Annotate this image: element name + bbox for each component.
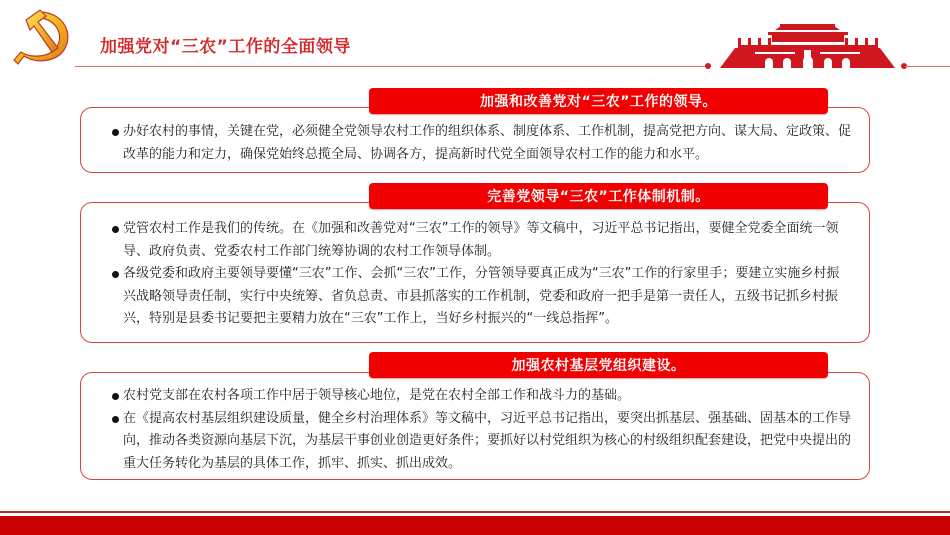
bullet-item: 农村党支部在农村各项工作中居于领导核心地位，是党在农村全部工作和战斗力的基础。 — [112, 385, 852, 408]
footer-divider — [0, 511, 950, 513]
title-divider-right — [905, 66, 950, 67]
section-1-heading: 加强和改善党对“三农”工作的领导。 — [369, 88, 828, 114]
section-2-heading: 完善党领导“三农”工作体制机制。 — [369, 183, 828, 209]
tiananmen-gate-icon — [720, 20, 895, 70]
section-1-bullets — [112, 121, 852, 166]
title-divider-left — [75, 66, 707, 67]
section-2-bullets — [112, 218, 852, 331]
footer-band — [0, 516, 950, 535]
bullet-item: 在《提高农村基层组织建设质量，健全乡村治理体系》等文稿中，习近平总书记指出，要突出抓基层、强基础、固基本的工作导向，推动各类资源向基层下沉，为基层干事创业创造更好条件；要抓好以村党组织为核心的村级组织配套建设，把党中央提出的重大任务转化为基层的具体工作，抓牢、抓实、抓出成效。 — [112, 408, 852, 476]
bullet-item: 各级党委和政府主要领导要懂“三农”工作、会抓“三农”工作，分管领导要真正成为“三农”工作的行家里手；要建立实施乡村振兴战略领导责任制，实行中央统筹、省负总责、市县抓落实的工作机制，党委和政府一把手是第一责任人，五级书记抓乡村振兴，特别是县委书记要把主要精力放在“三农”工作上，当好乡村振兴的“一线总指挥”。 — [112, 263, 852, 331]
section-3-bullets — [112, 385, 852, 475]
bullet-item: 党管农村工作是我们的传统。在《加强和改善党对“三农”工作的领导》等文稿中，习近平总书记指出，要健全党委全面统一领导、政府负责、党委农村工作部门统筹协调的农村工作领导体制。 — [112, 218, 852, 263]
section-3-heading: 加强农村基层党组织建设。 — [369, 352, 828, 378]
divider-dot-left — [705, 63, 711, 69]
bullet-item: 办好农村的事情，关键在党，必须健全党领导农村工作的组织体系、制度体系、工作机制，提高党把方向、谋大局、定政策、促改革的能力和定力，确保党始终总揽全局、协调各方，提高新时代党全面领导农村工作的能力和水平。 — [112, 121, 852, 166]
hammer-sickle-icon — [12, 4, 78, 68]
page-title: 加强党对“三农”工作的全面领导 — [100, 37, 351, 57]
